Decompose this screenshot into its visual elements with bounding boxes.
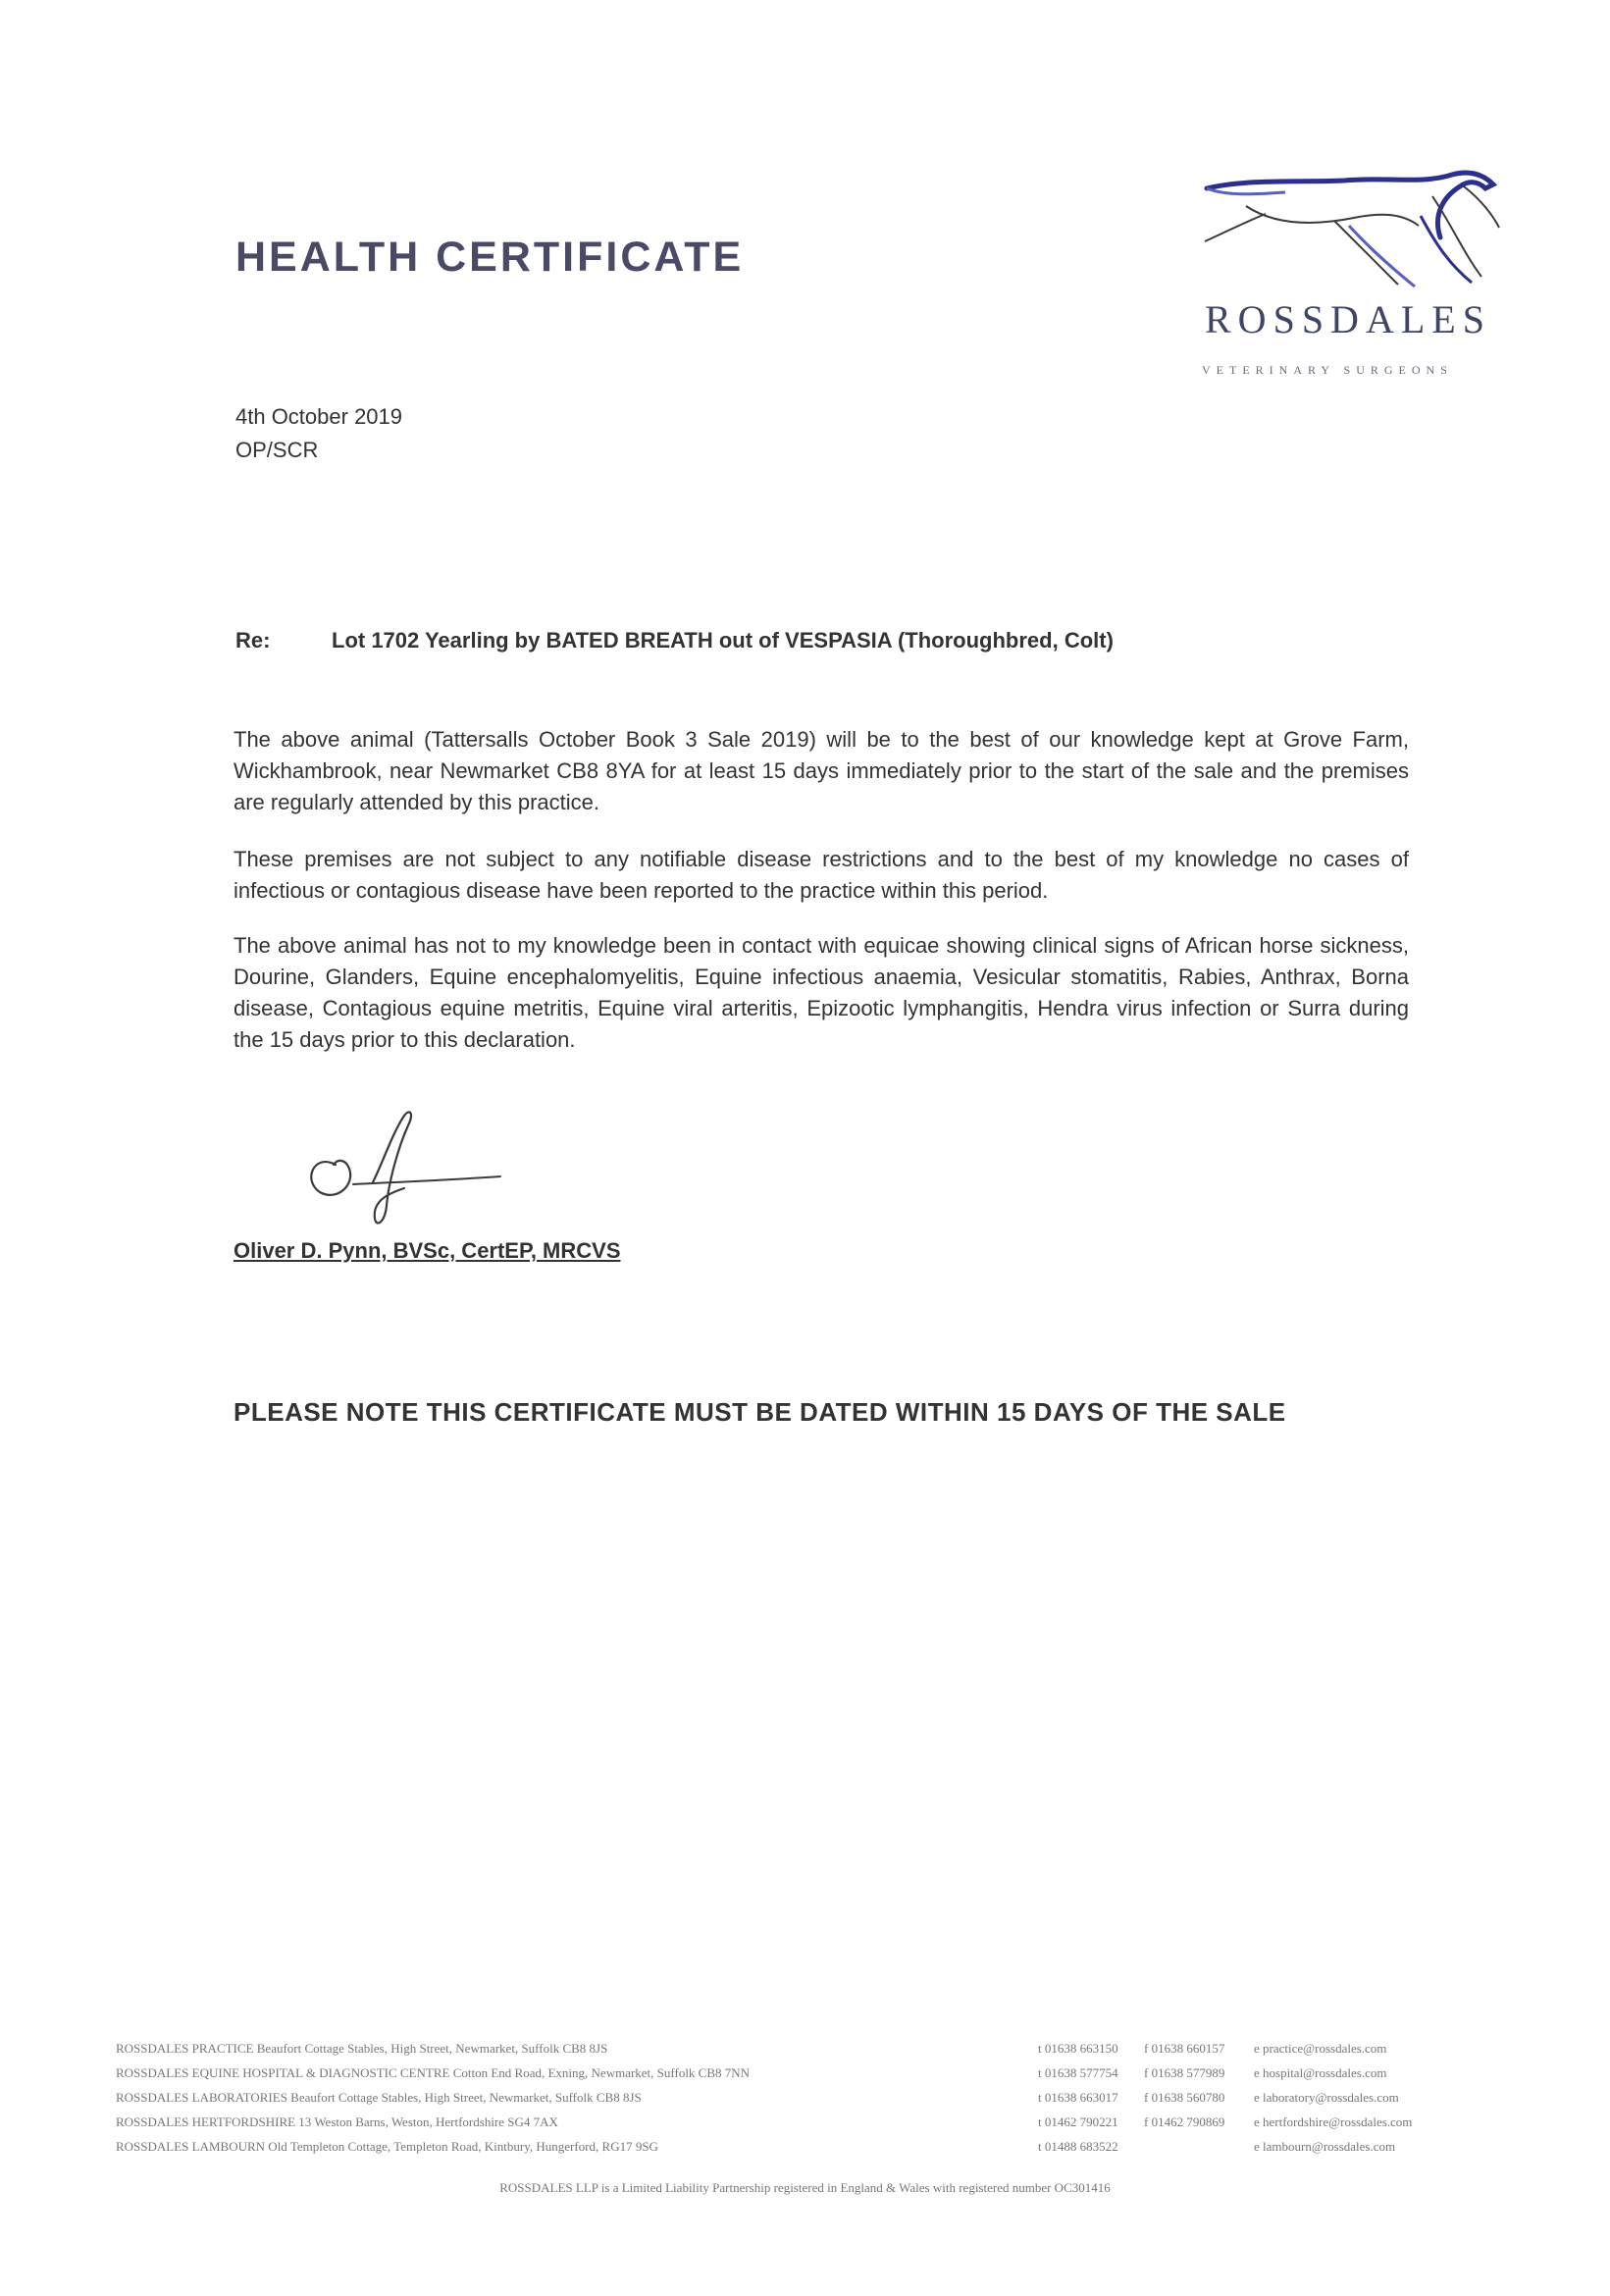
footer-fax: f 01638 560780 [1144, 2090, 1225, 2105]
subject-line: Lot 1702 Yearling by BATED BREATH out of VESPASIA (Thoroughbred, Colt) [332, 628, 1114, 652]
paragraph-diseases: The above animal has not to my knowledge been in contact with equicae showing clinical signs of African horse sickness, Dourine, Glanders, Equine encephalomyelitis, Equine infectious anaemia, Vesicular stomatitis, Rabies, Anthrax, Borna disease, Contagious equine metritis, Equine viral arteritis, Epizootic lymphangitis, Hendra virus infection or Surra during the 15 days prior to this declaration. [234, 933, 1409, 1052]
paragraph-restrictions: These premises are not subject to any notifiable disease restrictions and to the best of my knowledge no cases of infectious or contagious disease have been reported to the practice within this period. [234, 847, 1409, 903]
footer-email: e hertfordshire@rossdales.com [1254, 2114, 1413, 2129]
footer-telephone: t 01488 683522 [1038, 2139, 1118, 2154]
footer-email: e hospital@rossdales.com [1254, 2065, 1387, 2080]
footer-row-hospital [116, 2065, 1529, 2085]
logo-subtitle: VETERINARY SURGEONS [1202, 363, 1453, 377]
footer-address: ROSSDALES HERTFORDSHIRE 13 Weston Barns, Weston, Hertfordshire SG4 7AX [116, 2114, 558, 2129]
footer-email: e laboratory@rossdales.com [1254, 2090, 1399, 2105]
footer-fax: f 01638 660157 [1144, 2041, 1225, 2056]
footer-email: e practice@rossdales.com [1254, 2041, 1387, 2056]
paragraph-premises: The above animal (Tattersalls October Book 3 Sale 2019) will be to the best of our knowledge kept at Grove Farm, Wickhambrook, near Newmarket CB8 8YA for at least 15 days immediately prior to the start of the sale and the premises are regularly attended by this practice. [234, 727, 1409, 814]
footer-row-laboratories [116, 2090, 1529, 2110]
footer-telephone: t 01638 577754 [1038, 2065, 1118, 2080]
footer-row-hertfordshire [116, 2114, 1529, 2134]
running-horse-icon [1187, 167, 1511, 304]
footer-telephone: t 01462 790221 [1038, 2114, 1118, 2129]
footer-row-lambourn [116, 2139, 1529, 2159]
document-title: HEALTH CERTIFICATE [235, 234, 745, 281]
footer-row-practice [116, 2041, 1529, 2061]
footer-telephone: t 01638 663150 [1038, 2041, 1118, 2056]
rossdales-logo [1187, 167, 1511, 392]
footer-fax: f 01462 790869 [1144, 2114, 1225, 2129]
footer-fax: f 01638 577989 [1144, 2065, 1225, 2080]
footer-email: e lambourn@rossdales.com [1254, 2139, 1396, 2154]
legal-registration: ROSSDALES LLP is a Limited Liability Partnership registered in England & Wales with registered number OC301416 [499, 2180, 1111, 2195]
footer-address: ROSSDALES PRACTICE Beaufort Cottage Stables, High Street, Newmarket, Suffolk CB8 8JS [116, 2041, 608, 2056]
logo-wordmark: ROSSDALES [1205, 297, 1491, 341]
subject-label: Re: [235, 628, 271, 652]
footer-address: ROSSDALES EQUINE HOSPITAL & DIAGNOSTIC CENTRE Cotton End Road, Exning, Newmarket, Suffolk CB8 7NN [116, 2065, 751, 2080]
handwritten-signature [294, 1104, 549, 1236]
footer-address: ROSSDALES LAMBOURN Old Templeton Cottage, Templeton Road, Kintbury, Hungerford, RG17 9SG [116, 2139, 658, 2154]
letter-date: 4th October 2019 [235, 404, 403, 429]
letter-reference: OP/SCR [235, 438, 319, 462]
validity-notice: PLEASE NOTE THIS CERTIFICATE MUST BE DATED WITHIN 15 DAYS OF THE SALE [234, 1397, 1286, 1427]
footer-telephone: t 01638 663017 [1038, 2090, 1118, 2105]
footer-address: ROSSDALES LABORATORIES Beaufort Cottage Stables, High Street, Newmarket, Suffolk CB8 8JS [116, 2090, 642, 2105]
signatory-name: Oliver D. Pynn, BVSc, CertEP, MRCVS [234, 1238, 621, 1263]
